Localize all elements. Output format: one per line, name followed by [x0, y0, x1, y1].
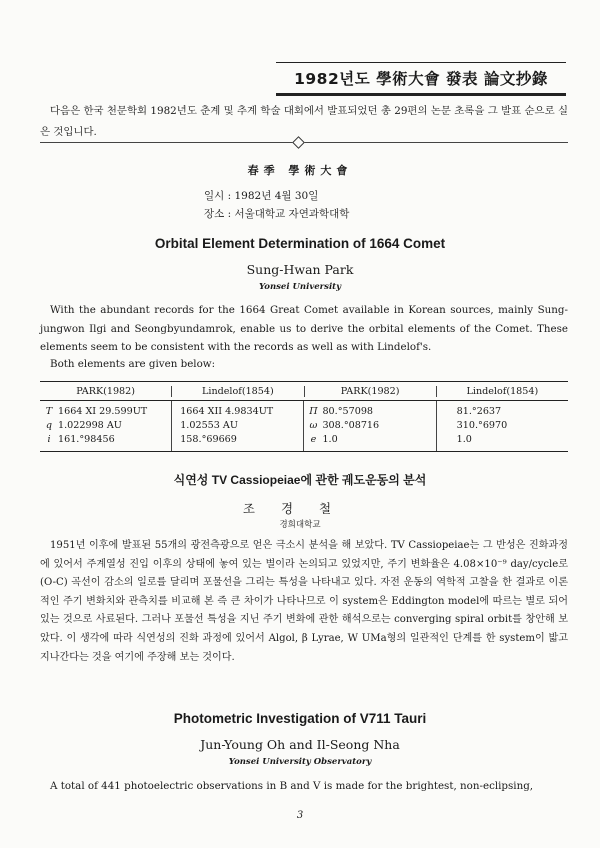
table-cell: 1.0	[322, 434, 338, 445]
table-row	[304, 419, 435, 433]
table-column-park-left	[40, 401, 171, 451]
table-column-lindelof-right	[436, 401, 568, 451]
table-cell: 308.°08716	[322, 420, 380, 431]
table-cell: 1.022998 AU	[58, 420, 122, 431]
table-symbol: Π	[309, 406, 318, 417]
page-number: 3	[296, 810, 304, 821]
table-symbol: T	[45, 406, 53, 417]
session-place: 장소 : 서울대학교 자연과학대학	[204, 208, 350, 220]
table-cell: 310.°6970	[456, 420, 508, 431]
table-symbol: i	[47, 434, 51, 445]
intro-paragraph: 다음은 한국 천문학회 1982년도 춘계 및 추계 학술 대회에서 발표되었던 총 29편의 논문 초록을 그 발표 순으로 실은 것입니다.	[40, 105, 568, 138]
table-header-cell: PARK(1982)	[76, 385, 136, 397]
page-header-title: 1982년도 學術大會 發表 論文抄錄	[276, 62, 566, 96]
paper3-title: Photometric Investigation of V711 Tauri	[173, 711, 427, 726]
paper2-author: 조경철	[242, 501, 358, 516]
table-header-row	[40, 382, 568, 401]
table-row	[40, 405, 171, 419]
paper3-author: Jun-Young Oh and Il-Seong Nha	[200, 737, 400, 752]
paper1-affiliation: Yonsei University	[258, 282, 342, 292]
table-row	[40, 419, 171, 433]
paper1-table-intro: Both elements are given below:	[50, 358, 216, 370]
paper2-title: 식연성 TV Cassiopeiae에 관한 궤도운동의 분석	[173, 473, 427, 487]
paper1-abstract: With the abundant records for the 1664 Great Comet available in Korean sources, mainly Sung-jungwon Ilgi and Seongbyundamrok, enable us to derive the orbital elements of the Comet. These elements seem to be consistent with the records as well as with Lindelof's.	[40, 304, 568, 353]
section-divider	[40, 138, 568, 148]
table-header-cell: PARK(1982)	[304, 386, 436, 397]
table-row	[40, 433, 171, 447]
table-header-cell: Lindelof(1854)	[171, 386, 303, 397]
table-symbol: ω	[309, 420, 318, 431]
session-title: 春季 學術大會	[247, 164, 353, 177]
table-cell: 1664 XI 29.599UT	[58, 406, 148, 417]
table-body	[40, 401, 568, 451]
paper1-author: Sung-Hwan Park	[246, 262, 354, 277]
paper1-title: Orbital Element Determination of 1664 Comet	[154, 236, 446, 251]
table-row	[304, 433, 435, 447]
table-symbol: q	[45, 420, 53, 431]
table-row	[304, 405, 435, 419]
table-cell: 1.0	[456, 434, 472, 445]
session-date: 일시 : 1982년 4월 30일	[204, 190, 319, 202]
paper2-affiliation: 경희대학교	[279, 520, 321, 530]
diamond-ornament-icon	[292, 136, 305, 149]
table-cell: 161.°98456	[58, 434, 115, 445]
table-cell: 80.°57098	[322, 406, 374, 417]
table-cell: 81.°2637	[456, 406, 502, 417]
table-column-lindelof-left	[171, 401, 303, 451]
table-cell: 1.02553 AU	[180, 420, 238, 431]
paper2-abstract: 1951년 이후에 발표된 55개의 광전측광으로 얻은 극소시 분석을 해 보았다. TV Cassiopeiae는 그 반성은 진화과정에 있어서 주계열성 진입 이후의 상태에 놓여 있는 별이라 논의되고 있었지만, 주기 변화율은 4.08×10⁻⁹ day/cycle로 (O-C) 곡선이 감소의 일로를 달리며 포물선을 그리는 특성을 나타내고 있다. 자전 운동의 역학적 고찰을 한 결과로 이론적인 주기 변화치와 관측치를 비교해 본 즉 큰 차이가 나타나므로 이 system은 Eddington model에 따르는 별로 되어 있는 것으로 사료된다. 그러나 포물선 특성을 지닌 주기 변화에 관한 해석으로는 converging spiral orbit를 창안해 보았다. 이 생각에 따라 식연성의 진화 과정에 있어서 Algol, β Lyrae, W UMa형의 일관적인 단계를 한 system이 밟고 지나간다는 것을 여기에 주장해 보는 것이다.	[40, 540, 568, 663]
table-column-park-right	[303, 401, 435, 451]
table-cell: 158.°69669	[180, 434, 237, 445]
table-cell: 1664 XII 4.9834UT	[180, 406, 274, 417]
table-symbol: e	[310, 434, 317, 445]
table-header-cell: Lindelof(1854)	[436, 386, 568, 397]
paper3-abstract: A total of 441 photoelectric observations in B and V is made for the brightest, non-eclipsing,	[50, 780, 534, 792]
paper3-affiliation: Yonsei University Observatory	[228, 757, 372, 767]
orbital-elements-table	[40, 381, 568, 452]
